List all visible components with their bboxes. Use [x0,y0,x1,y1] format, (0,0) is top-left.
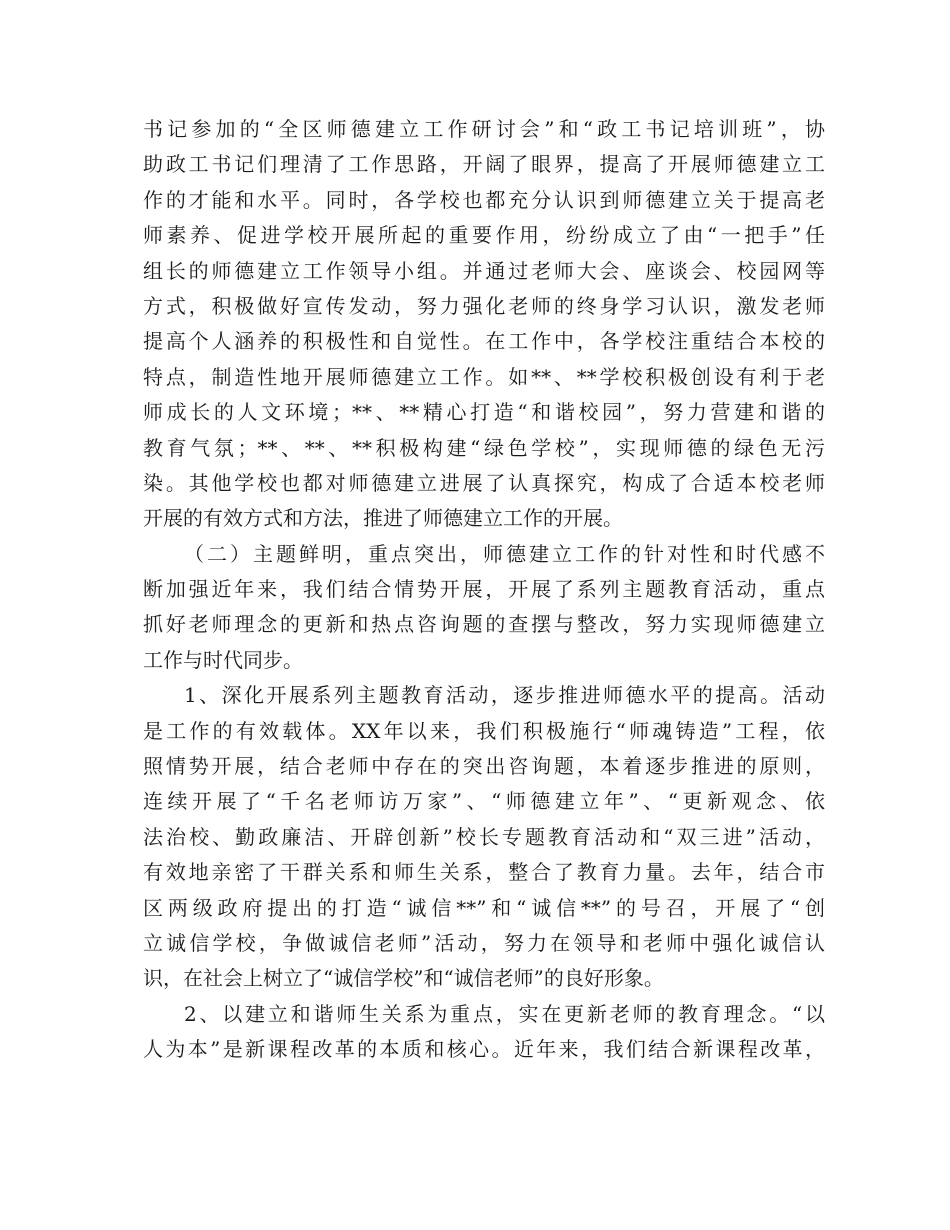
text-line: 开展的有效方式和方法，推进了师德建立工作的开展。 [143,506,623,531]
text-line: 区两级政府提出的打造“诚信**”和“诚信**”的号召，开展了“创 [143,895,825,920]
text-line: 法治校、勤政廉洁、开辟创新”校长专题教育活动和“双三进”活动， [143,824,825,849]
text-line: 人为本”是新课程改革的本质和核心。近年来，我们结合新课程改革， [143,1037,825,1062]
document-body [143,112,825,1068]
text-line: 书记参加的“全区师德建立工作研讨会”和“政工书记培训班”，协 [143,117,825,141]
text-line: 提高个人涵养的积极性和自觉性。在工作中，各学校注重结合本校的 [143,329,825,354]
text-line: 1、深化开展系列主题教育活动，逐步推进师德水平的提高。活动 [184,683,825,708]
text-line: 师成长的人文环境；**、**精心打造“和谐校园”，努力营建和谐的 [143,400,825,425]
text-line: 助政工书记们理清了工作思路，开阔了眼界，提高了开展师德建立工 [143,152,825,177]
text-line: 断加强近年来，我们结合情势开展，开展了系列主题教育活动，重点 [143,577,825,602]
text-line: 抓好老师理念的更新和热点咨询题的查摆与整改，努力实现师德建立 [143,612,825,637]
text-line: 染。其他学校也都对师德建立进展了认真探究，构成了合适本校老师 [143,470,825,495]
text-line: 立诚信学校，争做诚信老师”活动，努力在领导和老师中强化诚信认 [143,930,825,955]
text-line: 作的才能和水平。同时，各学校也都充分认识到师德建立关于提高老 [143,187,825,212]
text-line: 特点，制造性地开展师德建立工作。如**、**学校积极创设有利于老 [143,364,825,389]
text-line: 工作与时代同步。 [143,647,303,672]
text-line: 识，在社会上树立了“诚信学校”和“诚信老师”的良好形象。 [143,966,664,991]
text-line: 有效地亲密了干群关系和师生关系，整合了教育力量。去年，结合市 [143,860,825,885]
text-line: （二）主题鲜明，重点突出，师德建立工作的针对性和时代感不 [184,541,825,566]
text-line: 方式，积极做好宣传发动，努力强化老师的终身学习认识，激发老师 [143,293,825,318]
text-line: 教育气氛；**、**、**积极构建“绿色学校”，实现师德的绿色无污 [143,435,825,460]
text-line: 连续开展了“千名老师访万家”、“师德建立年”、“更新观念、依 [143,789,825,814]
text-line: 照情势开展，结合老师中存在的突出咨询题，本着逐步推进的原则， [143,754,825,779]
text-line: 2、以建立和谐师生关系为重点，实在更新老师的教育理念。“以 [184,1001,825,1026]
text-line: 组长的师德建立工作领导小组。并通过老师大会、座谈会、校园网等 [143,258,825,283]
text-line: 是工作的有效载体。XX年以来，我们积极施行“师魂铸造”工程，依 [143,718,825,743]
text-line: 师素养、促进学校开展所起的重要作用，纷纷成立了由“一把手”任 [143,223,825,248]
